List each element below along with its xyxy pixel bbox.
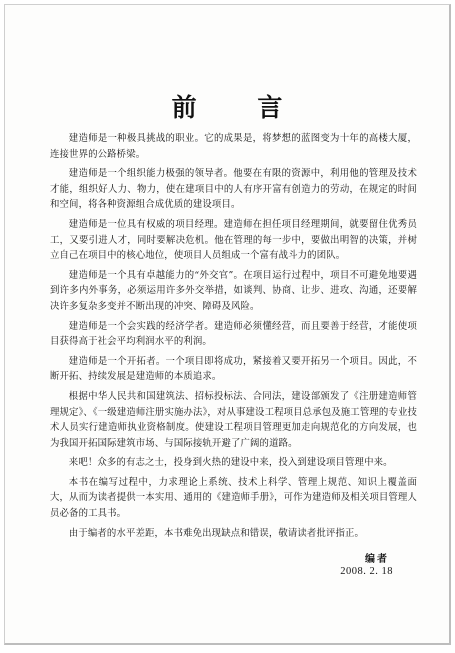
paragraph: 建造师是一个会实践的经济学者。建造师必须懂经营，而且要善于经营，才能使项目获得高于社会平均利润水平的利润。 bbox=[50, 320, 417, 348]
page-title: 前 言 bbox=[171, 93, 309, 122]
book-page bbox=[4, 4, 451, 645]
paragraph: 建造师是一个开拓者。一个项目即将成功，紧接着又要开拓另一个项目。因此，不断开拓、持续发展是建造师的本质追求。 bbox=[50, 355, 417, 383]
signature-date: 2008. 2. 18 bbox=[340, 566, 393, 577]
paragraph: 建造师是一位具有权威的项目经理。建造师在担任项目经理期间，就要留住优秀员工，又要引进人才，同时要解决危机。他在管理的每一步中，要做出明智的决策，并树立自己在项目中的核心地位，使项目人员组成一个富有战斗力的团队。 bbox=[50, 218, 417, 262]
paragraph: 来吧！众多的有志之士，投身到火热的建设中来，投入到建设项目管理中来。 bbox=[68, 457, 393, 469]
paragraph: 建造师是一个具有卓越能力的“外交官”。在项目运行过程中，项目不可避免地要遇到许多内外事务，必须运用许多外交举措，如谈判、协商、让步、进攻、沟通，还要解决许多复杂多变并不断出现的冲突、障碍及风险。 bbox=[50, 269, 417, 312]
paragraph: 建造师是一个组织能力极强的领导者。他要在有限的资源中，利用他的管理及技术才能，组织好人力、物力，使在建项目中的人有序开富有创造力的劳动，在规定的时间和空间，将各种资源组合成优质的建设项目。 bbox=[50, 168, 417, 211]
paragraph: 本书在编写过程中，力求理论上系统、技术上科学、管理上规范、知识上覆盖面大，从而为读者提供一本实用、通用的《建造师手册》，可作为建造师及相关项目管理人员必备的工具书。 bbox=[50, 476, 417, 520]
paragraph: 由于编者的水平差距，本书难免出现缺点和错误，敬请读者批评指正。 bbox=[68, 527, 365, 539]
signature-author: 编者 bbox=[365, 554, 389, 565]
paragraph: 根据中华人民共和国建筑法、招标投标法、合同法，建设部颁发了《注册建造师管理规定》、《一级建造师注册实施办法》，对从事建设工程项目总承包及施工管理的专业技术人员实行建造师执业资格制度。使建设工程项目管理更加走向规范化的方向发展，也为我国开拓国际建筑市场、与国际接轨开避了广阔的道路。 bbox=[50, 390, 417, 449]
preface-body bbox=[50, 131, 417, 545]
paragraph: 建造师是一种极具挑战的职业。它的成果是，将梦想的蓝图变为十年的高楼大厦，连接世界的公路桥梁。 bbox=[50, 133, 417, 160]
